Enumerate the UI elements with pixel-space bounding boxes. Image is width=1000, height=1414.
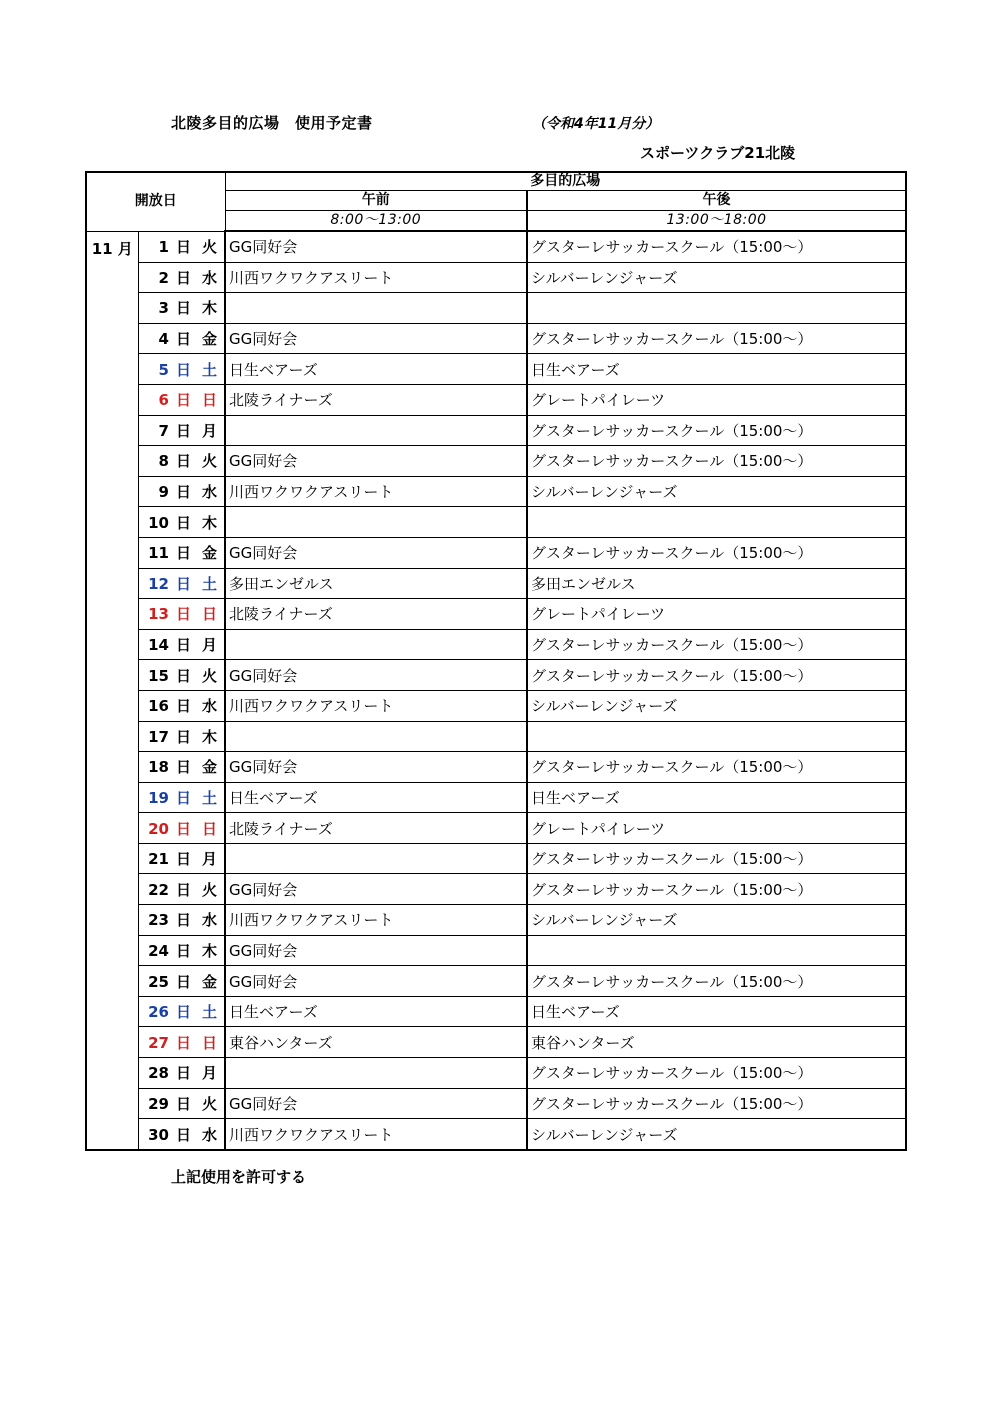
day-cell: [138, 384, 195, 415]
table-row: [86, 843, 906, 874]
am-booking-cell: 北陵ライナーズ: [225, 599, 527, 630]
document-title: 北陵多目的広場 使用予定書: [171, 114, 373, 132]
day-suffix: 日: [175, 330, 191, 349]
weekday-cell: 木: [195, 721, 225, 752]
am-booking-cell: 日生ベアーズ: [225, 354, 527, 385]
weekday-cell: 月: [195, 1058, 225, 1089]
day-number: 3: [158, 299, 169, 318]
day-suffix: 日: [175, 605, 191, 624]
table-row: [86, 874, 906, 905]
table-row: [86, 476, 906, 507]
day-number: 28: [148, 1064, 169, 1083]
day-suffix: 日: [175, 513, 191, 532]
approval-text: 上記使用を許可する: [171, 1168, 307, 1186]
am-booking-cell: GG同好会: [225, 1088, 527, 1119]
weekday-cell: 火: [195, 1088, 225, 1119]
day-suffix: 日: [175, 941, 191, 960]
pm-booking-cell: シルバーレンジャーズ: [527, 905, 906, 936]
am-booking-cell: GG同好会: [225, 323, 527, 354]
am-booking-cell: GG同好会: [225, 874, 527, 905]
am-booking-cell: 川西ワクワクアスリート: [225, 690, 527, 721]
day-suffix: 日: [175, 819, 191, 838]
am-time-header: 8:00〜13:00: [225, 211, 527, 232]
pm-booking-cell: グスターレサッカースクール（15:00〜）: [527, 874, 906, 905]
day-suffix: 日: [175, 1064, 191, 1083]
day-suffix: 日: [175, 972, 191, 991]
pm-booking-cell: 東谷ハンターズ: [527, 1027, 906, 1058]
venue-header: 多目的広場: [225, 172, 906, 191]
day-suffix: 日: [175, 238, 191, 257]
weekday-cell: 金: [195, 966, 225, 997]
pm-booking-cell: グレートパイレーツ: [527, 813, 906, 844]
pm-booking-cell: グレートパイレーツ: [527, 384, 906, 415]
pm-booking-cell: 日生ベアーズ: [527, 354, 906, 385]
day-cell: [138, 935, 195, 966]
am-header: 午前: [225, 191, 527, 211]
weekday-cell: 日: [195, 384, 225, 415]
table-row: [86, 262, 906, 293]
day-suffix: 日: [175, 636, 191, 655]
day-cell: [138, 1027, 195, 1058]
table-row: [86, 599, 906, 630]
am-booking-cell: [225, 721, 527, 752]
day-number: 26: [148, 1003, 169, 1022]
day-suffix: 日: [175, 360, 191, 379]
am-booking-cell: GG同好会: [225, 935, 527, 966]
day-number: 14: [148, 636, 169, 655]
day-suffix: 日: [175, 666, 191, 685]
table-row: [86, 446, 906, 477]
day-number: 13: [148, 605, 169, 624]
day-number: 10: [148, 513, 169, 532]
table-row: [86, 1027, 906, 1058]
weekday-cell: 火: [195, 446, 225, 477]
day-number: 29: [148, 1094, 169, 1113]
pm-time-header: 13:00〜18:00: [527, 211, 906, 232]
day-number: 22: [148, 880, 169, 899]
pm-booking-cell: [527, 935, 906, 966]
weekday-cell: 火: [195, 874, 225, 905]
table-row: [86, 966, 906, 997]
am-booking-cell: 川西ワクワクアスリート: [225, 905, 527, 936]
am-booking-cell: 多田エンゼルス: [225, 568, 527, 599]
day-suffix: 日: [175, 391, 191, 410]
table-row: [86, 323, 906, 354]
day-suffix: 日: [175, 574, 191, 593]
pm-booking-cell: グレートパイレーツ: [527, 599, 906, 630]
pm-booking-cell: [527, 293, 906, 324]
day-cell: [138, 537, 195, 568]
day-number: 30: [148, 1125, 169, 1144]
pm-booking-cell: グスターレサッカースクール（15:00〜）: [527, 231, 906, 262]
day-cell: [138, 752, 195, 783]
table-row: [86, 660, 906, 691]
day-suffix: 日: [175, 483, 191, 502]
weekday-cell: 金: [195, 323, 225, 354]
am-booking-cell: [225, 843, 527, 874]
day-suffix: 日: [175, 1003, 191, 1022]
day-cell: [138, 476, 195, 507]
day-number: 25: [148, 972, 169, 991]
pm-booking-cell: グスターレサッカースクール（15:00〜）: [527, 843, 906, 874]
day-number: 9: [158, 483, 169, 502]
pm-booking-cell: グスターレサッカースクール（15:00〜）: [527, 660, 906, 691]
day-suffix: 日: [175, 268, 191, 287]
table-row: [86, 629, 906, 660]
pm-booking-cell: グスターレサッカースクール（15:00〜）: [527, 323, 906, 354]
day-cell: [138, 966, 195, 997]
day-suffix: 日: [175, 727, 191, 746]
table-row: [86, 905, 906, 936]
weekday-cell: 木: [195, 507, 225, 538]
table-row: [86, 293, 906, 324]
table-row: [86, 721, 906, 752]
day-cell: [138, 599, 195, 630]
pm-booking-cell: グスターレサッカースクール（15:00〜）: [527, 537, 906, 568]
weekday-cell: 月: [195, 629, 225, 660]
am-booking-cell: [225, 507, 527, 538]
day-cell: [138, 507, 195, 538]
pm-booking-cell: シルバーレンジャーズ: [527, 476, 906, 507]
pm-booking-cell: [527, 721, 906, 752]
weekday-cell: 木: [195, 935, 225, 966]
pm-booking-cell: シルバーレンジャーズ: [527, 690, 906, 721]
table-row: [86, 507, 906, 538]
day-suffix: 日: [175, 1033, 191, 1052]
pm-header: 午後: [527, 191, 906, 211]
am-booking-cell: [225, 1058, 527, 1089]
day-cell: [138, 323, 195, 354]
weekday-cell: 金: [195, 752, 225, 783]
table-row: [86, 568, 906, 599]
day-cell: [138, 843, 195, 874]
day-cell: [138, 905, 195, 936]
organization-name: スポーツクラブ21北陵: [640, 144, 796, 162]
day-cell: [138, 874, 195, 905]
day-suffix: 日: [175, 911, 191, 930]
day-cell: [138, 782, 195, 813]
weekday-cell: 水: [195, 262, 225, 293]
table-row: [86, 1058, 906, 1089]
am-booking-cell: 日生ベアーズ: [225, 996, 527, 1027]
table-row: [86, 537, 906, 568]
day-number: 20: [148, 819, 169, 838]
day-suffix: 日: [175, 299, 191, 318]
pm-booking-cell: グスターレサッカースクール（15:00〜）: [527, 1088, 906, 1119]
weekday-cell: 水: [195, 905, 225, 936]
day-suffix: 日: [175, 452, 191, 471]
pm-booking-cell: 多田エンゼルス: [527, 568, 906, 599]
weekday-cell: 土: [195, 568, 225, 599]
day-cell: [138, 813, 195, 844]
day-number: 24: [148, 941, 169, 960]
day-cell: [138, 293, 195, 324]
table-row: [86, 996, 906, 1027]
weekday-cell: 水: [195, 1119, 225, 1150]
pm-booking-cell: グスターレサッカースクール（15:00〜）: [527, 446, 906, 477]
day-suffix: 日: [175, 1125, 191, 1144]
day-cell: [138, 1119, 195, 1150]
day-cell: [138, 446, 195, 477]
day-number: 1: [158, 238, 169, 257]
table-row: [86, 690, 906, 721]
day-cell: [138, 415, 195, 446]
weekday-cell: 土: [195, 782, 225, 813]
day-number: 15: [148, 666, 169, 685]
day-number: 2: [158, 268, 169, 287]
weekday-cell: 木: [195, 293, 225, 324]
am-booking-cell: GG同好会: [225, 537, 527, 568]
weekday-cell: 水: [195, 690, 225, 721]
am-booking-cell: GG同好会: [225, 966, 527, 997]
day-number: 23: [148, 911, 169, 930]
weekday-cell: 月: [195, 415, 225, 446]
table-row: [86, 1088, 906, 1119]
table-row: [86, 415, 906, 446]
day-number: 18: [148, 758, 169, 777]
am-booking-cell: 東谷ハンターズ: [225, 1027, 527, 1058]
am-booking-cell: GG同好会: [225, 752, 527, 783]
pm-booking-cell: グスターレサッカースクール（15:00〜）: [527, 752, 906, 783]
weekday-cell: 水: [195, 476, 225, 507]
pm-booking-cell: グスターレサッカースクール（15:00〜）: [527, 415, 906, 446]
weekday-cell: 月: [195, 843, 225, 874]
am-booking-cell: GG同好会: [225, 231, 527, 262]
day-number: 11: [148, 544, 169, 563]
period-label: （令和4年11月分）: [532, 116, 660, 132]
day-cell: [138, 568, 195, 599]
day-number: 17: [148, 727, 169, 746]
day-cell: [138, 262, 195, 293]
day-cell: [138, 354, 195, 385]
day-suffix: 日: [175, 1094, 191, 1113]
weekday-cell: 日: [195, 1027, 225, 1058]
day-cell: [138, 1058, 195, 1089]
weekday-cell: 火: [195, 660, 225, 691]
pm-booking-cell: シルバーレンジャーズ: [527, 262, 906, 293]
weekday-cell: 火: [195, 231, 225, 262]
weekday-cell: 日: [195, 813, 225, 844]
weekday-cell: 土: [195, 996, 225, 1027]
day-cell: [138, 721, 195, 752]
am-booking-cell: 川西ワクワクアスリート: [225, 262, 527, 293]
pm-booking-cell: グスターレサッカースクール（15:00〜）: [527, 629, 906, 660]
schedule-table: [85, 171, 907, 1151]
day-number: 16: [148, 697, 169, 716]
day-number: 5: [158, 360, 169, 379]
table-row: [86, 782, 906, 813]
day-number: 6: [158, 391, 169, 410]
pm-booking-cell: グスターレサッカースクール（15:00〜）: [527, 966, 906, 997]
am-booking-cell: 北陵ライナーズ: [225, 384, 527, 415]
table-row: [86, 1119, 906, 1150]
day-suffix: 日: [175, 880, 191, 899]
day-number: 12: [148, 574, 169, 593]
table-row: [86, 384, 906, 415]
day-suffix: 日: [175, 850, 191, 869]
table-row: [86, 354, 906, 385]
am-booking-cell: [225, 629, 527, 660]
am-booking-cell: [225, 415, 527, 446]
weekday-cell: 日: [195, 599, 225, 630]
pm-booking-cell: 日生ベアーズ: [527, 782, 906, 813]
day-suffix: 日: [175, 758, 191, 777]
am-booking-cell: GG同好会: [225, 660, 527, 691]
am-booking-cell: [225, 293, 527, 324]
table-row: [86, 813, 906, 844]
day-number: 19: [148, 788, 169, 807]
day-suffix: 日: [175, 697, 191, 716]
day-number: 21: [148, 850, 169, 869]
pm-booking-cell: シルバーレンジャーズ: [527, 1119, 906, 1150]
pm-booking-cell: [527, 507, 906, 538]
day-cell: [138, 690, 195, 721]
day-cell: [138, 231, 195, 262]
month-label: 11 月: [86, 231, 138, 1150]
day-cell: [138, 996, 195, 1027]
am-booking-cell: 北陵ライナーズ: [225, 813, 527, 844]
day-cell: [138, 1088, 195, 1119]
table-row: [86, 231, 906, 262]
day-suffix: 日: [175, 788, 191, 807]
am-booking-cell: 川西ワクワクアスリート: [225, 1119, 527, 1150]
weekday-cell: 土: [195, 354, 225, 385]
table-row: [86, 935, 906, 966]
day-number: 4: [158, 330, 169, 349]
day-cell: [138, 629, 195, 660]
day-cell: [138, 660, 195, 691]
day-suffix: 日: [175, 544, 191, 563]
am-booking-cell: 川西ワクワクアスリート: [225, 476, 527, 507]
open-day-header: 開放日: [86, 172, 225, 231]
am-booking-cell: 日生ベアーズ: [225, 782, 527, 813]
day-number: 8: [158, 452, 169, 471]
am-booking-cell: GG同好会: [225, 446, 527, 477]
day-number: 7: [158, 421, 169, 440]
day-number: 27: [148, 1033, 169, 1052]
pm-booking-cell: 日生ベアーズ: [527, 996, 906, 1027]
pm-booking-cell: グスターレサッカースクール（15:00〜）: [527, 1058, 906, 1089]
weekday-cell: 金: [195, 537, 225, 568]
day-suffix: 日: [175, 421, 191, 440]
table-row: [86, 752, 906, 783]
